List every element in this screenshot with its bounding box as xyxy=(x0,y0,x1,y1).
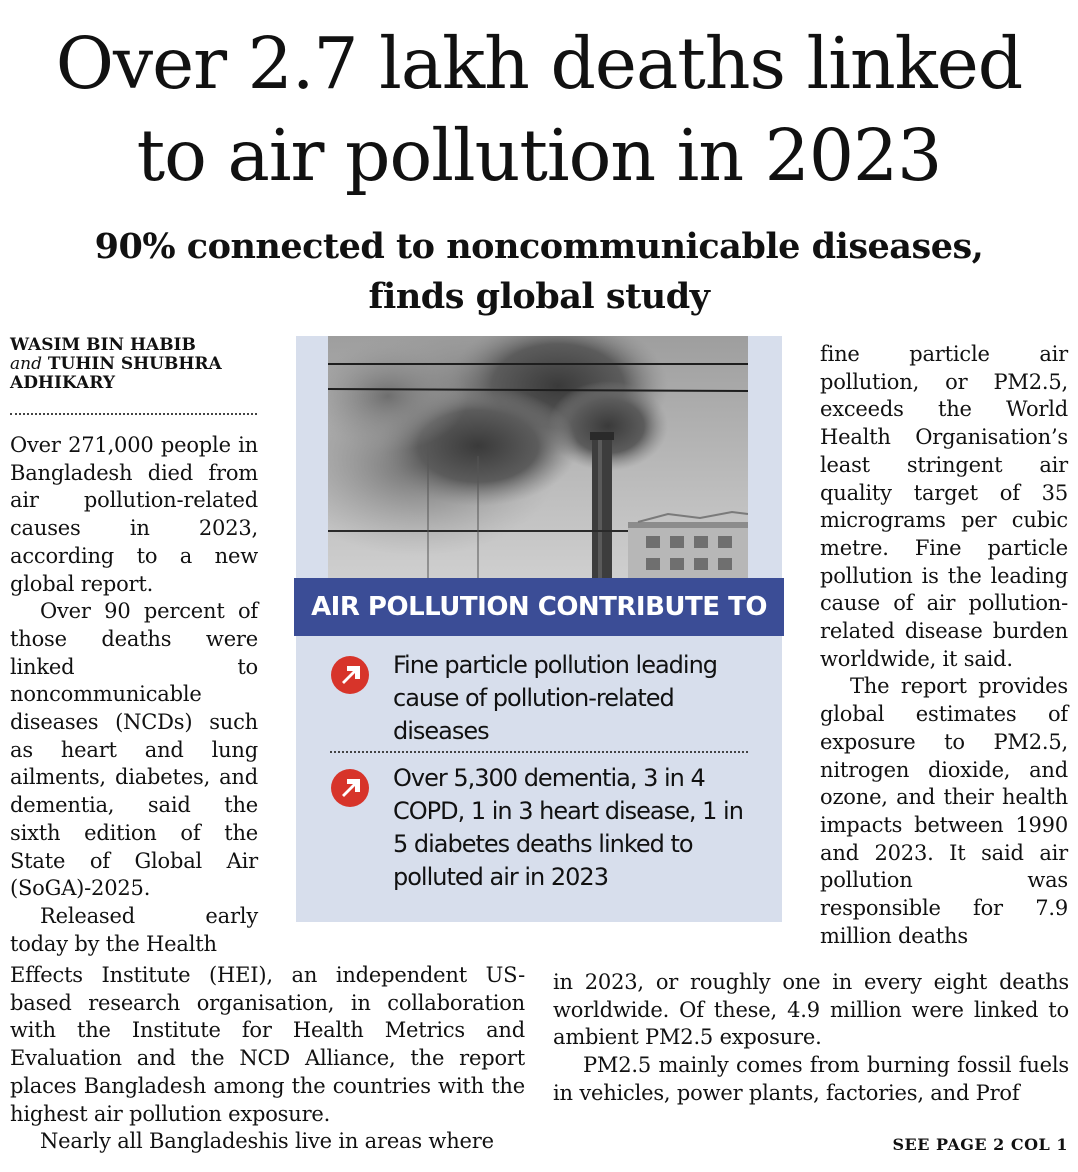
paragraph-3-start: Released early today by the Health xyxy=(10,903,258,956)
headline xyxy=(0,18,1078,202)
arrow-up-right-icon xyxy=(330,768,370,808)
smokestack-photo-image xyxy=(328,336,748,578)
infobox-item-2 xyxy=(330,762,750,892)
author-2: TUHIN SHUBHRA ADHIKARY xyxy=(10,354,222,393)
author-1: WASIM BIN HABIB xyxy=(10,335,196,355)
infobox-item-text: Over 5,300 dementia, 3 in 4 COPD, 1 in 3 heart disease, 1 in 5 diabetes deaths linked to polluted air in 2023 xyxy=(393,764,743,891)
infobox-title: AIR POLLUTION CONTRIBUTE TO xyxy=(294,578,784,636)
infobox-item-text: Fine particle pollution leading cause of pollution-related diseases xyxy=(393,651,718,745)
paragraph-6: PM2.5 mainly comes from burning fossil fuels in vehicles, power plants, factories, and Prof xyxy=(553,1053,1069,1105)
article-column-1 xyxy=(10,432,258,958)
subheadline-line-2: finds global study xyxy=(368,276,710,317)
paragraph-5-end: in 2023, or roughly one in every eight deaths worldwide. Of these, 4.9 million were linked to ambient PM2.5 exposure. xyxy=(553,970,1069,1050)
byline-divider xyxy=(10,413,257,415)
infobox-item-1 xyxy=(330,649,750,749)
byline-conjunction: and xyxy=(10,354,42,374)
paragraph-1: Over 271,000 people in Bangladesh died from air pollution-related causes in 2023, according to a new global report. xyxy=(10,433,258,596)
continuation-note: SEE PAGE 2 COL 1 xyxy=(892,1135,1068,1154)
byline xyxy=(10,336,260,393)
paragraph-3-end: Effects Institute (HEI), an independent US-based research organisation, in collaboration with the Institute for Health Metrics and Evaluation and the NCD Alliance, the report places Bangladesh among the countries with the highest air pollution exposure. xyxy=(10,963,525,1126)
headline-line-2: to air pollution in 2023 xyxy=(136,114,942,197)
paragraph-4-start: Nearly all Bangladeshis live in areas where xyxy=(40,1129,494,1154)
headline-line-1: Over 2.7 lakh deaths linked xyxy=(55,22,1023,105)
article-column-3-wide xyxy=(553,969,1069,1108)
infobox-divider xyxy=(330,751,748,753)
subheadline xyxy=(0,222,1078,322)
arrow-up-right-icon xyxy=(330,655,370,695)
paragraph-2: Over 90 percent of those deaths were linked to noncommunicable diseases (NCDs) such as heart and lung ailments, diabetes, and dementia, said the sixth edition of the State of Global Air (SoGA)-2025. xyxy=(10,599,258,901)
article-column-1-wide xyxy=(10,962,525,1156)
subheadline-line-1: 90% connected to noncommunicable diseases, xyxy=(94,226,984,267)
article-column-3 xyxy=(820,341,1068,950)
paragraph-4-continued: fine particle air pollution, or PM2.5, exceeds the World Health Organisation’s least stringent air quality target of 35 micrograms per cubic metre. Fine particle pollution is the leading cause of air pollution-related disease burden worldwide, it said. xyxy=(820,342,1068,671)
paragraph-5-start: The report provides global estimates of exposure to PM2.5, nitrogen dioxide, and ozone, and their health impacts between 1990 and 2023. It said air pollution was responsible for 7.9 million deaths xyxy=(820,674,1068,948)
smokestack-photo xyxy=(328,336,748,578)
